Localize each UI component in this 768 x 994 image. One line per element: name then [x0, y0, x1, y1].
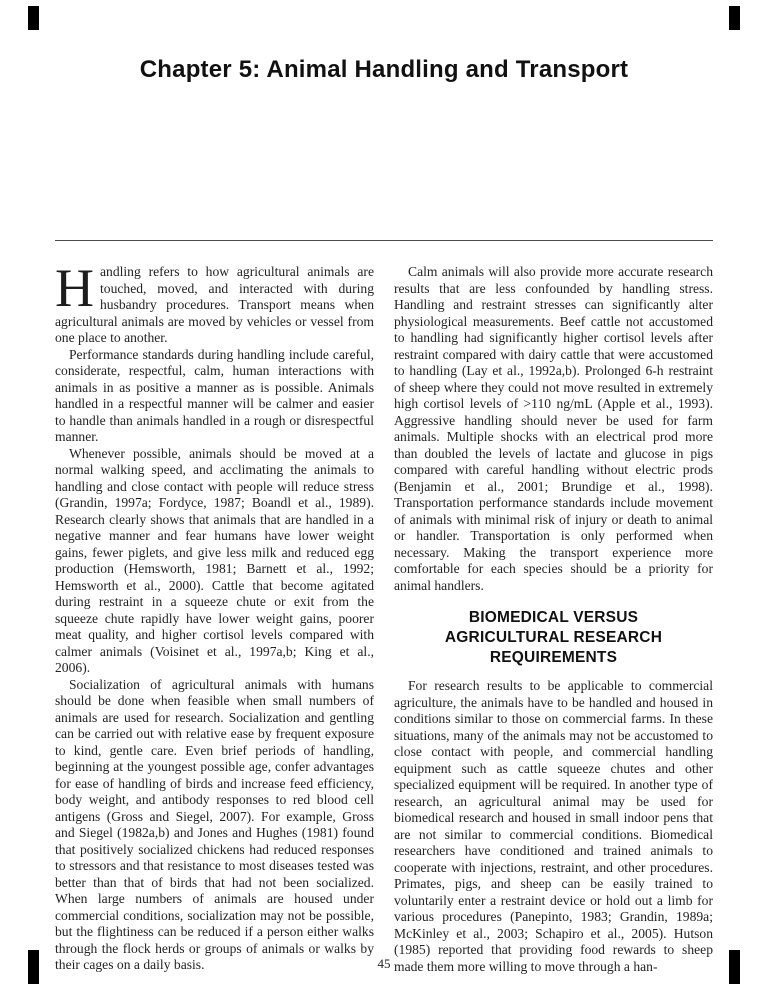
corner-mark-top-left [28, 6, 39, 30]
section-heading-line: AGRICULTURAL RESEARCH [444, 629, 663, 646]
right-column [394, 264, 713, 975]
left-column [55, 258, 374, 975]
section-heading [394, 608, 713, 668]
section-heading-line: BIOMEDICAL VERSUS [468, 609, 639, 626]
section-heading-line: REQUIREMENTS [489, 649, 618, 666]
paragraph: For research results to be applicable to commercial agriculture, the animals have to be handled and housed in conditions similar to those on commercial farms. In these situations, many of the animals may not be accustomed to close contact with people, and commercial handling equipment such as cattle squeeze chutes and other specialized equipment will be required. In another type of research, an agricultural animal may be used for biomedical research and housed in small indoor pens that are not similar to commercial conditions. Biomedical researchers have conditioned and trained animals to cooperate with injections, restraint, and other procedures. Primates, pigs, and sheep can be easily trained to voluntarily enter a restraint device or hold out a limb for various procedures (Panepinto, 1983; Grandin, 1989a; McKinley et al., 2003; Schapiro et al., 2005). Hutson (1985) reported that providing food rewards to sheep made them more willing to move through a han- [394, 678, 713, 974]
paragraph: Whenever possible, animals should be moved at a normal walking speed, and acclimating the animals to handling and close contact with people will reduce stress (Grandin, 1997a; Fordyce, 1987; Boandl et al., 1989). Research clearly shows that animals that are handled in a negative manner and fear humans have lower weight gains, fewer piglets, and give less milk and reduced egg production (Hemsworth, 1981; Barnett et al., 1992; Hemsworth et al., 2000). Cattle that become agitated during restraint in a squeeze chute or exit from the squeeze chute rapidly have lower weight gains, poorer meat quality, and higher cortisol levels compared with calmer animals (Voisinet et al., 1997a,b; King et al., 2006). [55, 445, 374, 675]
paragraph: Performance standards during handling include careful, considerate, respectful, calm, human interactions with animals in as positive a manner as is possible. Animals handled in a respectful manner will be calmer and easier to handle than animals handled in a rough or disrespectful manner. [55, 346, 374, 444]
paragraph: Socialization of agricultural animals with humans should be done when feasible when small numbers of animals are used for research. Socialization and gentling can be carried out with relative ease by frequent exposure to kind, gentle care. Even brief periods of handling, beginning at the youngest possible age, confer advantages for ease of handling of birds and increase feed efficiency, body weight, and antibody responses to red blood cell antigens (Gross and Siegel, 2007). For example, Gross and Siegel (1982a,b) and Jones and Hughes (1981) found that positively socialized chickens had reduced responses to stressors and that resistance to most diseases tested was better than that of birds that had not been socialized. When large numbers of animals are housed under commercial conditions, socialization may not be possible, but the flightiness can be reduced if a person either walks through the flock herds or groups of animals or walks by their cages on a daily basis. [55, 676, 374, 972]
paragraph-intro [55, 258, 374, 347]
paragraph-text: andling refers to how agricultural animals are touched, moved, and interacted with during husbandry procedures. Transport means when agricultural animals are moved by vehicles or vessel from one place to another. [55, 264, 374, 345]
header-divider-rule [55, 240, 713, 241]
page-number: 45 [377, 956, 391, 971]
corner-mark-top-right [729, 6, 740, 30]
paragraph: Calm animals will also provide more accurate research results that are less confounded by handling stress. Handling and restraint stresses can significantly alter physiological measurements. Beef cattle not accustomed to handling had significantly higher cortisol levels after restraint compared with dairy cattle that were accustomed to handling (Lay et al., 1992a,b). Prolonged 6-h restraint of sheep where they could not move resulted in extremely high cortisol levels of >110 ng/mL (Apple et al., 1993). Aggressive handling should never be used for farm animals. Multiple shocks with an electrical prod more than doubled the levels of lactate and glucose in pigs compared with careful handling without electric prods (Benjamin et al., 2001; Brundige et al., 1998). Transportation performance standards include movement of animals with minimal risk of injury or death to animal or handler. Transportation is only performed when necessary. Making the transport experience more comfortable for each species should be a priority for animal handlers. [394, 264, 713, 593]
text-columns [55, 258, 713, 975]
dropcap-letter: H [55, 258, 94, 318]
chapter-title: Chapter 5: Animal Handling and Transport [139, 56, 629, 83]
